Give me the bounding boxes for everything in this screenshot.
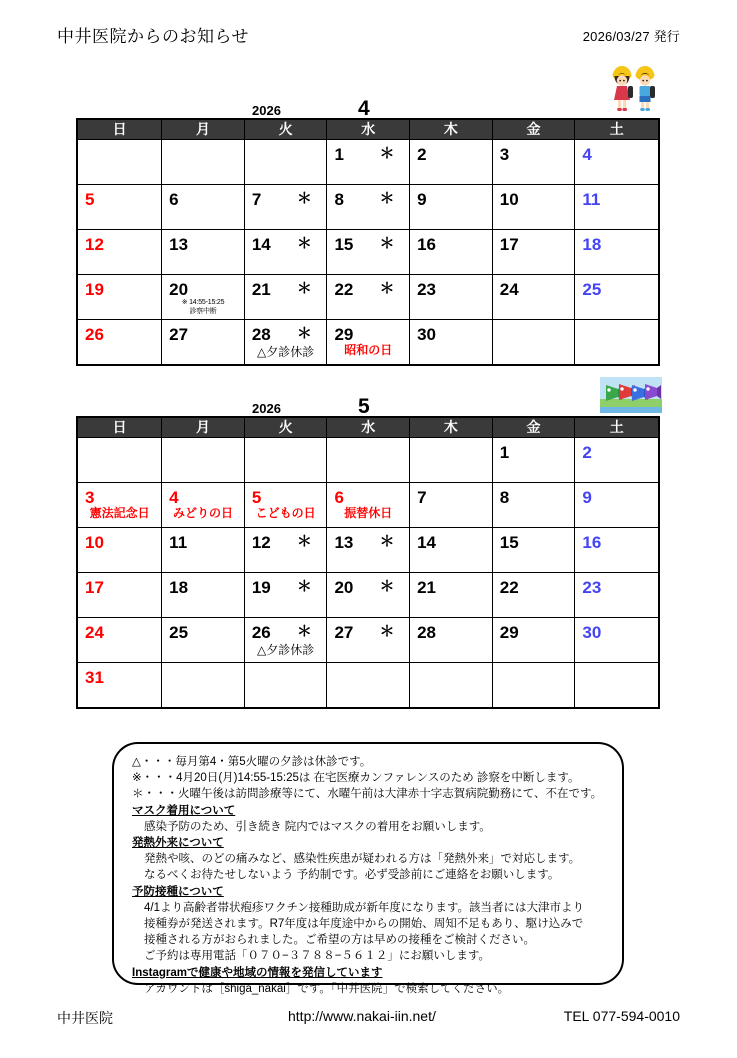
asterisk-mark-icon: ＊ xyxy=(379,235,395,252)
notes-section-heading: Instagramで健康や地域の情報を発信しています xyxy=(132,966,383,979)
calendar-day-cell[interactable] xyxy=(327,320,410,366)
calendar-day-cell[interactable] xyxy=(492,528,575,573)
calendar-caption-may xyxy=(76,396,660,416)
calendar-week-row xyxy=(77,320,659,366)
calendar-day-number: 6 xyxy=(334,488,344,507)
asterisk-mark-icon: ＊ xyxy=(379,533,395,550)
calendar-day-number: 28 xyxy=(251,325,271,344)
calendar-day-number: 24 xyxy=(85,623,104,642)
calendar-day-cell[interactable] xyxy=(410,663,493,709)
notes-section-line: なるべくお待たせしないよう 予約制です。必ず受診前にご連絡をお願いします。 xyxy=(144,869,560,882)
calendar-day-cell[interactable] xyxy=(77,663,162,709)
calendar-month: 4 xyxy=(358,97,370,120)
calendar-day-cell[interactable] xyxy=(327,140,410,185)
notes-section-line: ご予約は専用電話「０７０−３７８８−５６１２」にお願いします。 xyxy=(144,950,491,963)
calendar-day-cell[interactable] xyxy=(327,618,410,663)
calendar-day-cell[interactable] xyxy=(410,483,493,528)
calendar-day-number: 16 xyxy=(582,533,602,552)
calendar-week-row xyxy=(77,438,659,483)
calendar-holiday-name: 振替休日 xyxy=(344,506,393,520)
calendar-day-note: △夕診休診 xyxy=(257,345,315,359)
calendar-day-number: 28 xyxy=(417,623,437,642)
calendar-caption-april xyxy=(76,98,660,118)
notes-section-line: 4/1より高齢者帯状疱疹ワクチン接種助成が新年度になります。該当者には大津市より xyxy=(144,901,584,914)
calendar-day-number: 10 xyxy=(85,533,104,552)
notes-content xyxy=(114,744,622,997)
calendar-day-cell[interactable] xyxy=(410,573,493,618)
calendar-day-cell[interactable] xyxy=(492,275,575,320)
calendar-day-number: 14 xyxy=(417,533,437,552)
calendar-day-cell[interactable] xyxy=(162,438,245,483)
calendar-day-number: 18 xyxy=(169,578,189,597)
calendar-day-cell[interactable] xyxy=(244,483,327,528)
calendar-day-cell[interactable] xyxy=(575,438,659,483)
calendar-day-number: 21 xyxy=(251,280,271,299)
calendar-day-cell[interactable] xyxy=(410,438,493,483)
notes-section-line: アカウントは［shiga_nakai］です。「中井医院」で検索してください。 xyxy=(144,982,510,995)
calendar-table-may xyxy=(76,416,660,709)
calendar-day-number: 1 xyxy=(499,443,510,462)
calendar-year: 2026 xyxy=(252,103,281,118)
calendar-day-number: 26 xyxy=(251,623,271,642)
calendar-dow-header: 月 xyxy=(162,417,245,438)
calendar-day-number: 15 xyxy=(499,533,519,552)
calendar-day-cell[interactable] xyxy=(492,663,575,709)
calendar-day-number: 1 xyxy=(334,145,344,164)
calendar-april xyxy=(76,98,660,366)
calendar-day-cell[interactable] xyxy=(410,140,493,185)
calendar-day-cell[interactable] xyxy=(244,230,327,275)
calendar-day-cell[interactable] xyxy=(575,140,659,185)
calendar-day-number: 12 xyxy=(251,533,271,552)
calendar-day-number: 24 xyxy=(499,280,519,299)
calendar-day-number: 29 xyxy=(499,623,519,642)
calendar-day-number: 25 xyxy=(169,623,189,642)
calendar-day-number: 5 xyxy=(251,488,262,507)
calendar-day-cell[interactable] xyxy=(162,573,245,618)
calendar-week-row xyxy=(77,185,659,230)
calendar-day-number: 22 xyxy=(334,280,354,299)
calendar-day-cell[interactable] xyxy=(492,483,575,528)
notes-section-line: 接種券が発送されます。R7年度は年度途中からの開始、周知不足もあり、駆け込みで xyxy=(144,918,584,931)
calendar-day-number: 23 xyxy=(417,280,437,299)
calendar-day-number: 21 xyxy=(417,578,437,597)
calendar-day-cell[interactable] xyxy=(327,230,410,275)
calendar-week-row xyxy=(77,275,659,320)
calendar-day-cell[interactable] xyxy=(77,140,162,185)
calendar-day-cell[interactable] xyxy=(410,185,493,230)
calendar-day-number: 7 xyxy=(251,190,262,209)
calendar-week-row xyxy=(77,140,659,185)
calendar-day-number: 2 xyxy=(417,145,427,164)
calendar-day-cell[interactable] xyxy=(327,438,410,483)
notes-section-line: 発熱や咳、のどの痛みなど、感染性疾患が疑われる方は「発熱外来」で対応します。 xyxy=(144,853,581,866)
calendar-day-cell[interactable] xyxy=(244,185,327,230)
calendar-day-cell[interactable] xyxy=(77,275,162,320)
calendar-day-number: 30 xyxy=(417,325,437,344)
page-title: 中井医院からのお知らせ xyxy=(57,27,249,46)
footer-clinic-name: 中井医院 xyxy=(57,1010,113,1026)
calendar-day-number: 16 xyxy=(417,235,437,254)
calendar-day-cell[interactable] xyxy=(162,230,245,275)
calendar-day-number: 6 xyxy=(169,190,179,209)
page-header xyxy=(0,22,737,48)
calendar-day-cell[interactable] xyxy=(410,230,493,275)
calendar-day-cell[interactable] xyxy=(77,573,162,618)
calendar-day-number: 8 xyxy=(499,488,510,507)
calendar-dow-header: 月 xyxy=(162,119,245,140)
calendar-holiday-name: 昭和の日 xyxy=(344,343,393,357)
calendar-day-cell[interactable] xyxy=(410,320,493,366)
calendar-week-row xyxy=(77,528,659,573)
calendar-holiday-name: みどりの日 xyxy=(172,506,233,520)
calendar-day-cell[interactable] xyxy=(410,528,493,573)
calendar-dow-header: 金 xyxy=(492,417,575,438)
asterisk-mark-icon: ＊ xyxy=(296,623,312,640)
asterisk-mark-icon: ＊ xyxy=(379,578,395,595)
calendar-day-cell[interactable] xyxy=(575,573,659,618)
calendar-day-cell[interactable] xyxy=(162,275,245,320)
notes-box xyxy=(112,742,624,995)
asterisk-mark-icon: ＊ xyxy=(296,235,312,252)
calendar-day-cell[interactable] xyxy=(162,185,245,230)
calendar-day-number: 25 xyxy=(582,280,602,299)
calendar-dow-header: 木 xyxy=(410,417,493,438)
calendar-dow-header: 火 xyxy=(244,119,327,140)
asterisk-mark-icon: ＊ xyxy=(379,145,395,162)
calendar-day-number: 30 xyxy=(582,623,602,642)
calendar-day-cell[interactable] xyxy=(244,663,327,709)
calendar-day-cell[interactable] xyxy=(77,528,162,573)
notes-section-heading: 予防接種について xyxy=(132,885,224,898)
calendar-day-cell[interactable] xyxy=(77,483,162,528)
calendar-day-number: 23 xyxy=(582,578,602,597)
calendar-day-cell[interactable] xyxy=(327,573,410,618)
calendar-day-cell[interactable] xyxy=(492,185,575,230)
calendar-day-cell[interactable] xyxy=(575,230,659,275)
calendar-day-number: 27 xyxy=(334,623,354,642)
calendar-week-row xyxy=(77,483,659,528)
calendar-table-april xyxy=(76,118,660,366)
calendar-day-cell[interactable] xyxy=(162,483,245,528)
calendar-day-cell[interactable] xyxy=(77,438,162,483)
notes-legend-line: ＊・・・火曜午後は訪問診療等にて、水曜午前は大津赤十字志賀病院勤務にて、不在です。 xyxy=(132,788,603,801)
calendar-day-cell[interactable] xyxy=(162,663,245,709)
calendar-day-number: 31 xyxy=(85,668,104,687)
calendar-dow-header: 木 xyxy=(410,119,493,140)
calendar-day-cell[interactable] xyxy=(410,275,493,320)
koinobori-icon xyxy=(600,377,662,413)
calendar-day-cell[interactable] xyxy=(575,483,659,528)
calendar-day-cell[interactable] xyxy=(77,618,162,663)
notes-section-heading: 発熱外来について xyxy=(132,837,224,850)
calendar-holiday-name: 憲法記念日 xyxy=(89,506,150,520)
calendar-day-number: 20 xyxy=(334,578,354,597)
calendar-day-cell[interactable] xyxy=(575,663,659,709)
calendar-day-number: 13 xyxy=(169,235,189,254)
calendar-day-number: 10 xyxy=(499,190,519,209)
calendar-day-number: 14 xyxy=(251,235,271,254)
calendar-week-row xyxy=(77,663,659,709)
calendar-day-cell[interactable] xyxy=(327,185,410,230)
calendar-day-number: 15 xyxy=(334,235,354,254)
calendar-year: 2026 xyxy=(252,401,281,416)
calendar-day-number: 17 xyxy=(85,578,104,597)
calendar-may xyxy=(76,396,660,709)
calendar-day-cell[interactable] xyxy=(244,438,327,483)
calendar-day-number: 8 xyxy=(334,190,344,209)
calendar-day-number: 4 xyxy=(169,488,179,507)
asterisk-mark-icon: ＊ xyxy=(296,190,312,207)
calendar-day-number: 27 xyxy=(169,325,189,344)
asterisk-mark-icon: ＊ xyxy=(296,280,312,297)
asterisk-mark-icon: ＊ xyxy=(296,533,312,550)
calendar-day-cell[interactable] xyxy=(492,320,575,366)
calendar-dow-header: 水 xyxy=(327,119,410,140)
calendar-day-cell[interactable] xyxy=(410,618,493,663)
calendar-day-number: 9 xyxy=(417,190,427,209)
notes-section-line: 接種される方がおられました。ご希望の方は早めの接種をご検討ください。 xyxy=(144,934,535,947)
asterisk-mark-icon: ＊ xyxy=(379,623,395,640)
asterisk-mark-icon: ＊ xyxy=(379,190,395,207)
calendar-day-cell[interactable] xyxy=(244,140,327,185)
calendar-dow-header: 日 xyxy=(77,417,162,438)
calendar-day-cell[interactable] xyxy=(327,483,410,528)
calendar-day-number: 11 xyxy=(582,190,601,209)
calendar-day-cell[interactable] xyxy=(244,275,327,320)
calendar-day-cell[interactable] xyxy=(575,185,659,230)
calendar-week-row xyxy=(77,230,659,275)
calendar-day-cell[interactable] xyxy=(492,573,575,618)
calendar-day-cell[interactable] xyxy=(162,528,245,573)
page-footer xyxy=(0,1008,737,1032)
calendar-day-cell[interactable] xyxy=(492,618,575,663)
calendar-day-cell[interactable] xyxy=(327,275,410,320)
calendar-day-cell[interactable] xyxy=(162,140,245,185)
calendar-week-row xyxy=(77,573,659,618)
calendar-day-number: 22 xyxy=(499,578,519,597)
calendar-day-cell[interactable] xyxy=(492,140,575,185)
footer-telephone: TEL 077-594-0010 xyxy=(563,1008,680,1024)
calendar-day-number: 9 xyxy=(582,488,592,507)
calendar-day-cell[interactable] xyxy=(244,618,327,663)
calendar-day-note: ※ 14:55-15:25 診察中断 xyxy=(181,299,225,315)
calendar-day-cell[interactable] xyxy=(492,438,575,483)
calendar-day-number: 26 xyxy=(85,325,104,344)
notes-section-line: 感染予防のため、引き続き 院内ではマスクの着用をお願いします。 xyxy=(144,820,491,833)
calendar-dow-header: 金 xyxy=(492,119,575,140)
calendar-day-number: 19 xyxy=(85,280,104,299)
calendar-day-cell[interactable] xyxy=(327,663,410,709)
calendar-day-cell[interactable] xyxy=(162,320,245,366)
calendar-day-number: 20 xyxy=(169,280,189,299)
calendar-day-cell[interactable] xyxy=(244,528,327,573)
calendar-week-row xyxy=(77,618,659,663)
asterisk-mark-icon: ＊ xyxy=(296,325,312,342)
calendar-dow-header: 水 xyxy=(327,417,410,438)
calendar-day-number: 18 xyxy=(582,235,602,254)
calendar-day-number: 11 xyxy=(169,533,188,552)
calendar-day-number: 13 xyxy=(334,533,354,552)
calendar-day-note: △夕診休診 xyxy=(257,643,315,657)
notes-legend-line: ※・・・4月20日(月)14:55-15:25は 在宅医療カンファレンスのため 診察を中断します。 xyxy=(132,772,580,785)
calendar-day-cell[interactable] xyxy=(575,528,659,573)
calendar-month: 5 xyxy=(358,395,370,418)
calendar-day-cell[interactable] xyxy=(575,618,659,663)
calendar-day-cell[interactable] xyxy=(244,320,327,366)
calendar-day-number: 5 xyxy=(85,190,95,209)
notes-legend-line: △・・・毎月第4・第5火曜の夕診は休診です。 xyxy=(132,756,372,768)
calendar-day-cell[interactable] xyxy=(77,230,162,275)
calendar-day-cell[interactable] xyxy=(244,573,327,618)
calendar-day-cell[interactable] xyxy=(492,230,575,275)
calendar-dow-header: 土 xyxy=(575,417,659,438)
asterisk-mark-icon: ＊ xyxy=(296,578,312,595)
calendar-day-cell[interactable] xyxy=(327,528,410,573)
calendar-day-number: 3 xyxy=(85,488,95,507)
calendar-day-number: 4 xyxy=(582,145,592,164)
calendar-day-number: 3 xyxy=(499,145,510,164)
calendar-day-cell[interactable] xyxy=(77,320,162,366)
issue-date: 2026/03/27 発行 xyxy=(582,29,680,44)
calendar-dow-header: 日 xyxy=(77,119,162,140)
calendar-day-cell[interactable] xyxy=(77,185,162,230)
calendar-dow-header: 土 xyxy=(575,119,659,140)
calendar-day-cell[interactable] xyxy=(162,618,245,663)
calendar-day-number: 29 xyxy=(334,325,354,344)
notes-section-heading: マスク着用について xyxy=(132,804,236,817)
school-children-icon xyxy=(604,64,662,116)
footer-url[interactable]: http://www.nakai-iin.net/ xyxy=(288,1008,436,1024)
calendar-holiday-name: こどもの日 xyxy=(255,506,316,520)
calendar-day-number: 12 xyxy=(85,235,104,254)
calendar-day-cell[interactable] xyxy=(575,320,659,366)
calendar-day-number: 7 xyxy=(417,488,427,507)
calendar-dow-header: 火 xyxy=(244,417,327,438)
calendar-day-number: 2 xyxy=(582,443,592,462)
calendar-day-number: 19 xyxy=(251,578,271,597)
calendar-day-cell[interactable] xyxy=(575,275,659,320)
calendar-day-number: 17 xyxy=(499,235,519,254)
asterisk-mark-icon: ＊ xyxy=(379,280,395,297)
